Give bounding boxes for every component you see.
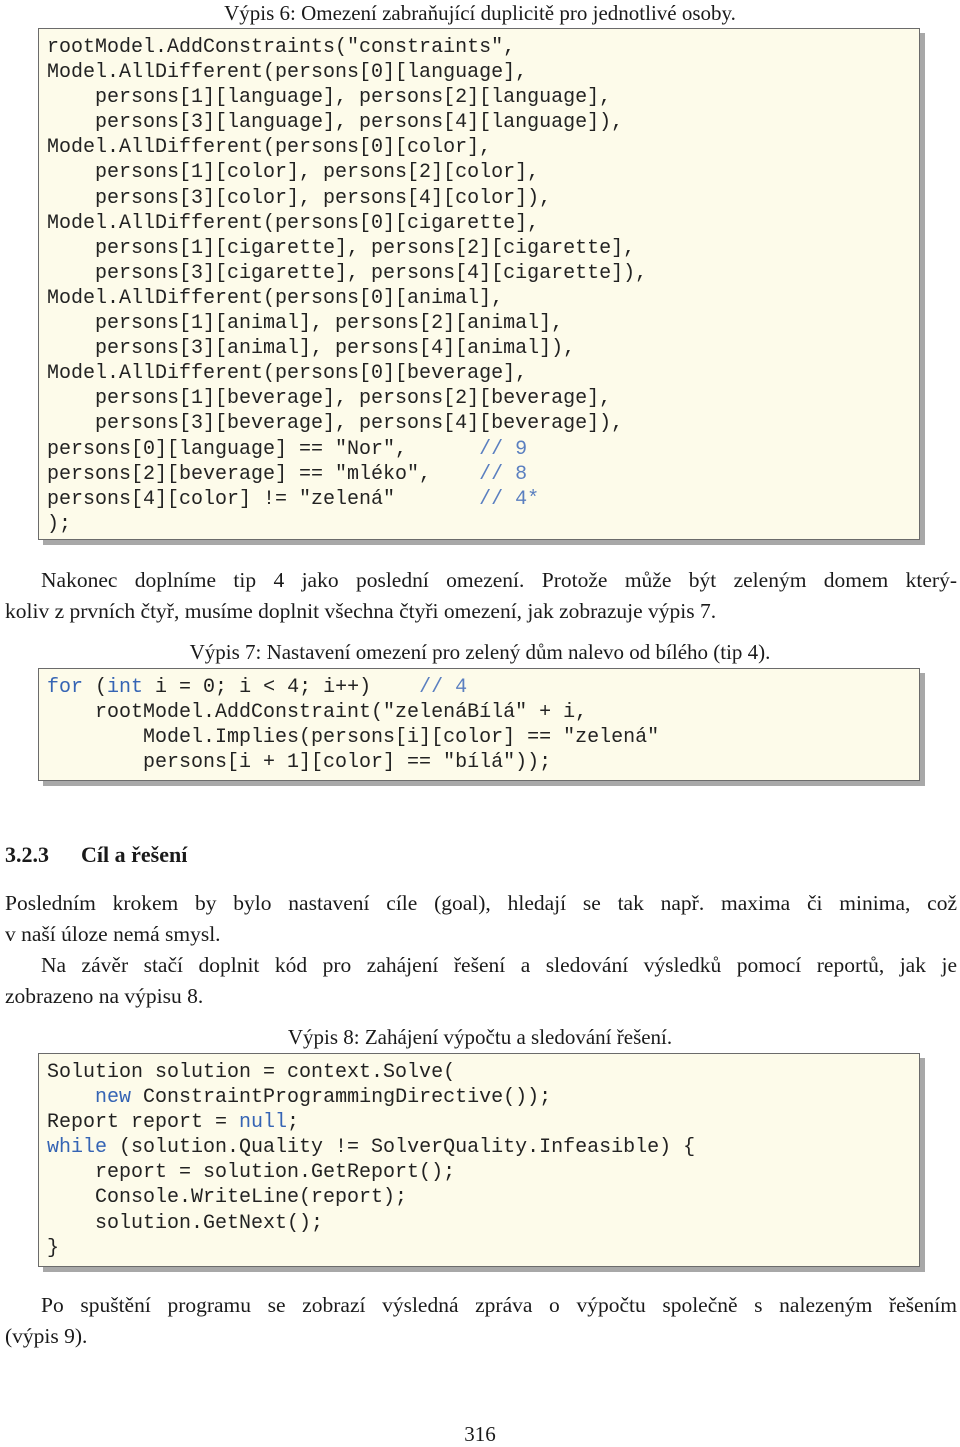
code-text: persons[4][color] != "zelená" bbox=[47, 487, 480, 511]
code-line bbox=[47, 1135, 919, 1160]
code-text: persons[3][color], persons[4][color]), bbox=[47, 186, 552, 210]
listing-6-code-block bbox=[38, 28, 920, 540]
code-keyword: for bbox=[47, 676, 84, 699]
code-line bbox=[47, 700, 919, 725]
code-text: rootModel.AddConstraint("zelenáBílá" + i, bbox=[47, 701, 588, 725]
code-line bbox=[47, 1085, 919, 1110]
code-text: Model.AllDifferent(persons[0][cigarette], bbox=[47, 211, 540, 235]
code-line bbox=[47, 725, 919, 750]
code-line bbox=[47, 186, 919, 211]
code-text: ConstraintProgrammingDirective()); bbox=[131, 1086, 552, 1110]
code-line bbox=[47, 750, 919, 775]
code-text: persons[2][beverage] == "mléko", bbox=[47, 462, 480, 486]
paragraph-line: zobrazeno na výpisu 8. bbox=[5, 984, 204, 1008]
code-text: persons[3][cigarette], persons[4][cigarette]), bbox=[47, 261, 648, 285]
code-line bbox=[47, 85, 919, 110]
code-keyword: int bbox=[107, 676, 144, 699]
code-text bbox=[47, 1086, 95, 1109]
paragraph-line: Posledním krokem by bylo nastavení cíle (goal), hledají se tak např. maxima či minima, což bbox=[5, 891, 957, 915]
code-line bbox=[47, 236, 919, 261]
code-line bbox=[47, 487, 919, 512]
paragraph-intro-tip4 bbox=[5, 565, 957, 627]
code-line bbox=[47, 336, 919, 361]
code-text: } bbox=[47, 1236, 60, 1260]
listing-8-code-block bbox=[38, 1053, 920, 1267]
code-text: persons[3][animal], persons[4][animal]), bbox=[47, 337, 576, 361]
code-line bbox=[47, 1211, 919, 1236]
code-text: (solution.Quality != SolverQuality.Infeasible) { bbox=[107, 1136, 696, 1160]
section-heading bbox=[5, 842, 187, 868]
code-line bbox=[47, 437, 919, 462]
code-keyword: new bbox=[95, 1086, 132, 1110]
section-number: 3.2.3 bbox=[5, 842, 49, 867]
code-text: rootModel.AddConstraints("constraints", bbox=[47, 36, 516, 59]
paragraph-output bbox=[5, 1290, 957, 1352]
paragraph-line: v naší úloze nemá smysl. bbox=[5, 922, 221, 946]
paragraph-goal bbox=[5, 888, 957, 950]
code-text: persons[1][animal], persons[2][animal], bbox=[47, 312, 564, 336]
code-line bbox=[47, 286, 919, 311]
code-text: persons[1][color], persons[2][color], bbox=[47, 161, 540, 185]
code-text: ( bbox=[83, 676, 108, 699]
code-comment: // 9 bbox=[479, 437, 528, 461]
code-line bbox=[47, 261, 919, 286]
code-keyword: while bbox=[47, 1136, 108, 1160]
paragraph-line: Nakonec doplníme tip 4 jako poslední omezení. Protože může být zeleným domem který- bbox=[41, 568, 957, 592]
listing-6-caption: Výpis 6: Omezení zabraňující duplicitě pro jednotlivé osoby. bbox=[224, 1, 736, 25]
listing-8-caption: Výpis 8: Zahájení výpočtu a sledování řešení. bbox=[287, 1025, 673, 1049]
code-comment: // 4 bbox=[419, 676, 468, 699]
paragraph-line: koliv z prvních čtyř, musíme doplnit všechna čtyři omezení, jak zobrazuje výpis 7. bbox=[5, 599, 717, 623]
code-line bbox=[47, 386, 919, 411]
code-line bbox=[47, 35, 919, 60]
code-line bbox=[47, 211, 919, 236]
listing-7-code-block bbox=[38, 668, 920, 781]
code-text: persons[3][beverage], persons[4][beverage]), bbox=[47, 412, 624, 436]
code-keyword: null bbox=[239, 1111, 288, 1135]
code-line bbox=[47, 110, 919, 135]
code-line bbox=[47, 512, 919, 537]
code-text: i = 0; i < 4; i++) bbox=[143, 676, 420, 699]
code-text: persons[1][beverage], persons[2][beverage], bbox=[47, 387, 612, 411]
code-text: report = solution.GetReport(); bbox=[47, 1161, 456, 1185]
code-text: persons[1][language], persons[2][language], bbox=[47, 86, 612, 110]
code-text: Model.AllDifferent(persons[0][color], bbox=[47, 136, 492, 160]
paragraph-line: (výpis 9). bbox=[5, 1324, 88, 1348]
code-text: Model.AllDifferent(persons[0][animal], bbox=[47, 286, 504, 310]
code-text: ); bbox=[47, 512, 72, 536]
listing-7-caption: Výpis 7: Nastavení omezení pro zelený dům nalevo od bílého (tip 4). bbox=[189, 640, 771, 664]
code-text: Solution solution = context.Solve( bbox=[47, 1061, 456, 1084]
code-text: persons[0][language] == "Nor", bbox=[47, 437, 480, 461]
paragraph-line: Na závěr stačí doplnit kód pro zahájení řešení a sledování výsledků pomocí reportů, jak je bbox=[41, 953, 957, 977]
code-comment: // 8 bbox=[479, 462, 528, 486]
code-line bbox=[47, 60, 919, 85]
code-text: persons[3][language], persons[4][language]), bbox=[47, 111, 624, 135]
code-line bbox=[47, 1236, 919, 1261]
page-number: 316 bbox=[464, 1422, 496, 1446]
code-text: ; bbox=[287, 1111, 300, 1135]
code-text: Model.AllDifferent(persons[0][beverage], bbox=[47, 362, 528, 386]
code-line bbox=[47, 1160, 919, 1185]
code-line bbox=[47, 311, 919, 336]
code-text: persons[i + 1][color] == "bílá")); bbox=[47, 751, 552, 775]
code-line bbox=[47, 675, 919, 700]
section-title: Cíl a řešení bbox=[81, 842, 188, 867]
code-line bbox=[47, 1110, 919, 1135]
code-text: Model.Implies(persons[i][color] == "zelená" bbox=[47, 726, 660, 750]
code-text: Console.WriteLine(report); bbox=[47, 1186, 408, 1210]
code-line bbox=[47, 411, 919, 436]
paragraph-solve bbox=[5, 950, 957, 1012]
code-comment: // 4* bbox=[479, 487, 540, 511]
code-text: persons[1][cigarette], persons[2][cigarette], bbox=[47, 236, 636, 260]
paragraph-line: Po spuštění programu se zobrazí výsledná zpráva o výpočtu společně s nalezeným řešením bbox=[41, 1293, 957, 1317]
code-text: solution.GetNext(); bbox=[47, 1211, 324, 1235]
code-line bbox=[47, 361, 919, 386]
code-line bbox=[47, 1060, 919, 1085]
code-line bbox=[47, 135, 919, 160]
code-text: Model.AllDifferent(persons[0][language], bbox=[47, 61, 528, 85]
code-line bbox=[47, 160, 919, 185]
code-line bbox=[47, 1185, 919, 1210]
code-line bbox=[47, 462, 919, 487]
code-text: Report report = bbox=[47, 1111, 240, 1135]
